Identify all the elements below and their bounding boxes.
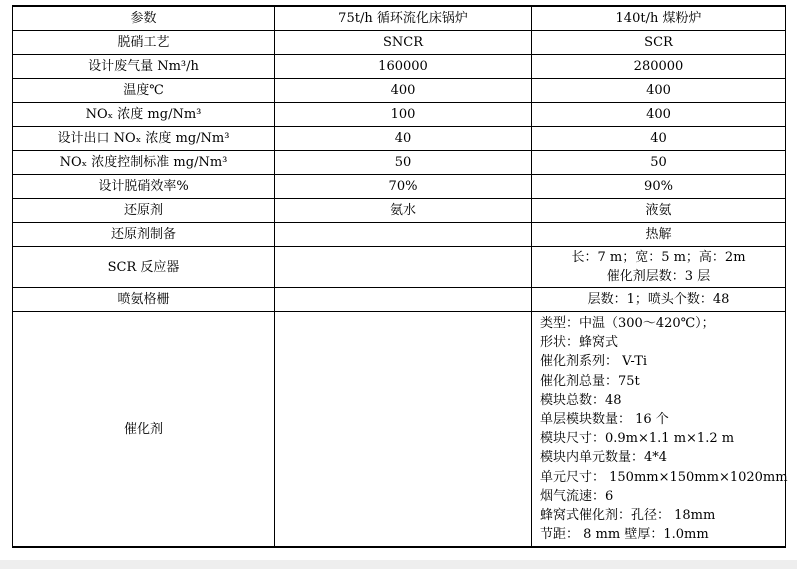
table-row (13, 175, 786, 199)
catalyst-detail-line: 催化剂系列： V-Ti (540, 354, 648, 370)
catalyst-detail-line: 催化剂总量：75t (540, 373, 640, 389)
row-value-75t: SNCR (275, 31, 532, 55)
reactor-dimensions: 长：7 m；宽：5 m；高：2m (571, 249, 746, 265)
row-value-75t: 400 (275, 79, 532, 103)
row-value-140t: 400 (532, 103, 786, 127)
row-value-75t (275, 247, 532, 288)
catalyst-detail-line: 单层模块数量： 16 个 (540, 412, 669, 428)
row-value-75t: 100 (275, 103, 532, 127)
row-label: 催化剂 (13, 312, 275, 548)
table-row-catalyst (13, 312, 786, 548)
row-value-140t (532, 247, 786, 288)
row-label: 还原剂制备 (13, 223, 275, 247)
row-label: 喷氨格栅 (13, 288, 275, 312)
row-value-140t: 层数：1；喷头个数：48 (532, 288, 786, 312)
row-value-140t: 400 (532, 79, 786, 103)
row-value-140t: 热解 (532, 223, 786, 247)
reactor-catalyst-layers: 催化剂层数：3 层 (606, 269, 711, 284)
table-row (13, 199, 786, 223)
table-row-ammonia-grid (13, 288, 786, 312)
catalyst-detail-line: 节距： 8 mm 壁厚：1.0mm (540, 527, 709, 543)
row-value-75t: 70% (275, 175, 532, 199)
header-param: 参数 (13, 6, 275, 31)
catalyst-detail-line: 模块总数：48 (540, 392, 622, 408)
catalyst-detail-line: 单元尺寸： 150mm×150mm×1020mm (540, 469, 788, 485)
row-label: 温度℃ (13, 79, 275, 103)
catalyst-details (532, 312, 786, 548)
row-label: SCR 反应器 (13, 247, 275, 288)
row-label: 脱硝工艺 (13, 31, 275, 55)
row-value-140t: 50 (532, 151, 786, 175)
header-140t-boiler: 140t/h 煤粉炉 (532, 6, 786, 31)
table-row (13, 79, 786, 103)
catalyst-detail-line: 模块内单元数量：4*4 (540, 450, 668, 466)
row-label: 设计出口 NOₓ 浓度 mg/Nm³ (13, 127, 275, 151)
row-value-75t (275, 223, 532, 247)
row-value-140t: 280000 (532, 55, 786, 79)
table-row (13, 55, 786, 79)
row-label: 设计废气量 Nm³/h (13, 55, 275, 79)
parameter-table (12, 5, 786, 548)
row-value-75t: 160000 (275, 55, 532, 79)
row-label: 设计脱硝效率% (13, 175, 275, 199)
catalyst-detail-line: 类型：中温（300～420℃）； (540, 316, 715, 331)
row-value-140t: SCR (532, 31, 786, 55)
row-label: NOₓ 浓度 mg/Nm³ (13, 103, 275, 127)
row-label: 还原剂 (13, 199, 275, 223)
table-row (13, 223, 786, 247)
row-value-75t (275, 312, 532, 548)
catalyst-detail-line: 形状：蜂窝式 (540, 335, 619, 351)
row-value-75t (275, 288, 532, 312)
row-value-140t: 液氨 (532, 199, 786, 223)
table-header-row (13, 6, 786, 31)
catalyst-detail-line: 蜂窝式催化剂：孔径： 18mm (540, 508, 716, 524)
table-row (13, 151, 786, 175)
catalyst-detail-line: 烟气流速：6 (540, 488, 614, 504)
row-value-140t: 40 (532, 127, 786, 151)
page-bottom-shadow (0, 560, 797, 569)
row-label: NOₓ 浓度控制标准 mg/Nm³ (13, 151, 275, 175)
catalyst-detail-line: 模块尺寸：0.9m×1.1 m×1.2 m (540, 431, 735, 447)
table-row (13, 103, 786, 127)
table-row-scr-reactor (13, 247, 786, 288)
row-value-140t: 90% (532, 175, 786, 199)
row-value-75t: 氨水 (275, 199, 532, 223)
table-row (13, 127, 786, 151)
table-row (13, 31, 786, 55)
header-75t-boiler: 75t/h 循环流化床锅炉 (275, 6, 532, 31)
row-value-75t: 40 (275, 127, 532, 151)
row-value-75t: 50 (275, 151, 532, 175)
